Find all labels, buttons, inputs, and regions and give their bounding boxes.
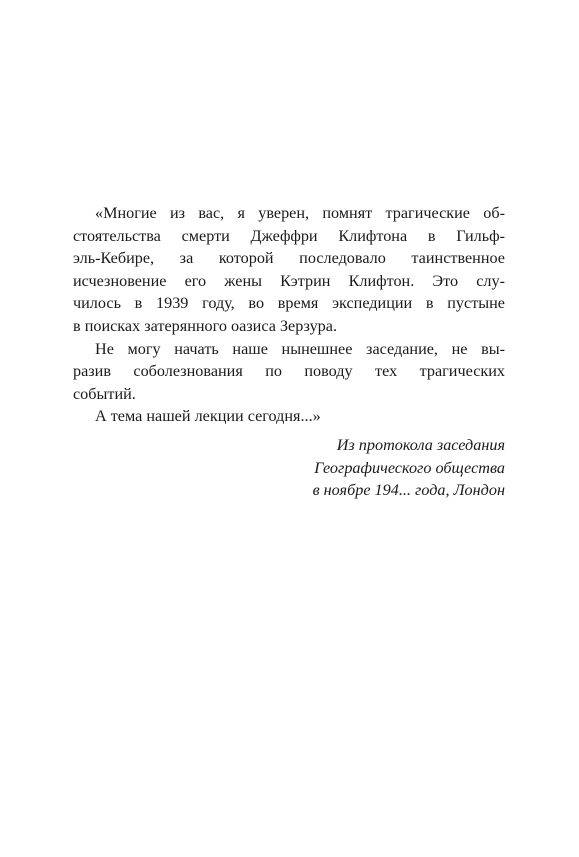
epigraph-paragraph: [73, 405, 505, 428]
text-line: эль-Кебире, за которой последовало таинственное: [73, 249, 505, 268]
text-line: чилось в 1939 году, во время экспедиции в пустыне: [73, 294, 505, 313]
epigraph-paragraph: [73, 202, 505, 338]
epigraph-attribution: [73, 434, 505, 502]
text-line: стоятельства смерти Джеффри Клифтона в Гильф-: [73, 226, 505, 245]
epigraph: [73, 202, 505, 502]
attribution-line: Географического общества: [314, 458, 505, 477]
text-line: разив соболезнования по поводу тех трагических: [73, 362, 505, 381]
attribution-line: в ноябре 194... года, Лондон: [312, 481, 505, 500]
attribution-line: Из протокола заседания: [336, 435, 505, 454]
text-line: «Многие из вас, я уверен, помнят трагические об-: [95, 204, 505, 222]
text-line: А тема нашей лекции сегодня...»: [95, 407, 321, 426]
text-line: исчезновение его жены Кэтрин Клифтон. Это слу-: [73, 271, 505, 290]
epigraph-paragraph: [73, 338, 505, 406]
text-line: Не могу начать наше нынешнее заседание, не вы-: [95, 339, 505, 358]
text-line: событий.: [73, 384, 136, 403]
text-line: в поисках затерянного оазиса Зерзура.: [73, 316, 338, 335]
